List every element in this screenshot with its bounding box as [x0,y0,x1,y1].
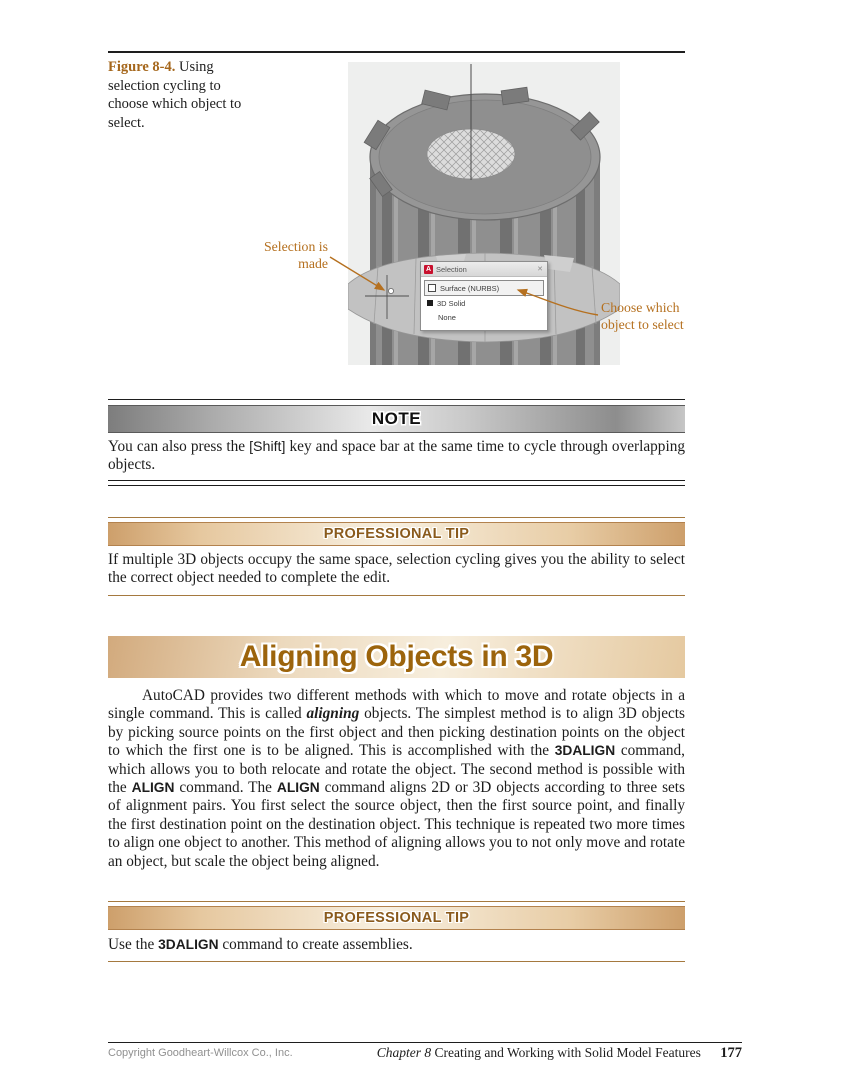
dialog-item-label: None [438,312,456,322]
autocad-logo-icon: A [425,265,432,273]
callout-choose-object: Choose which object to select [601,300,684,332]
solid-swatch-icon [427,300,433,306]
protip2-header-bar [108,906,685,930]
section-paragraph: AutoCAD provides two different methods with which to move and rotate objects in a single command. This is called aligning objects. The simplest method is to align 3D objects by picking source points on the first object and then picking destination points on the object to which the first one is to be aligned. This is accomplished with the 3DALIGN command, which allows you to both relocate and rotate the object. The second method is possible with the ALIGN command. The ALIGN command aligns 2D or 3D objects according to three sets of alignment pairs. You first select the source object, then the first source point, and finally the first destination point on the destination object. This technique is repeated two more times to align one object to another. This method of aligning allows you to not only move and rotate an object, but scale the object being aligned. [108,687,686,870]
selection-dialog [420,261,548,331]
dialog-item-3d-solid[interactable] [424,296,544,310]
selection-dialog-body [421,277,547,330]
callout-selection-made: Selection is made [264,239,328,271]
dialog-item-label: Surface (NURBS) [440,283,500,293]
figure-illustration [348,62,620,365]
note-header-bar [108,405,685,433]
note-body: You can also press the [Shift] key and space bar at the same time to cycle through overlapping objects. [108,438,685,474]
protip1-bottom-rule [108,595,685,596]
footer-rule [108,1042,742,1043]
footer-chapter [377,1045,742,1062]
top-rule [108,51,685,53]
footer-chapter-label: Chapter 8 [376,1045,432,1060]
selection-dialog-title-bar[interactable] [421,262,547,277]
figure-caption-text: Using selection cycling to choose which object to select. [108,59,242,131]
protip1-title: PROFESSIONAL TIP [323,526,470,542]
note-bottom-rule [108,480,685,486]
protip2-bottom-rule [108,961,685,962]
footer-page-number: 177 [720,1045,742,1061]
dialog-item-label: 3D Solid [437,298,466,308]
footer-copyright: Copyright Goodheart-Willcox Co., Inc. [108,1047,293,1059]
selection-dialog-title: Selection [436,264,467,274]
note-title: NOTE [371,409,422,428]
dialog-item-none[interactable] [424,310,544,324]
protip1-top-rule [108,517,685,518]
dialog-item-surface[interactable] [424,280,544,296]
footer-chapter-title: Creating and Working with Solid Model Features [434,1045,701,1060]
protip1-body: If multiple 3D objects occupy the same space, selection cycling gives you the ability to select the correct object needed to complete the edit. [108,551,685,587]
figure-caption [108,58,242,132]
close-icon[interactable]: ✕ [537,266,543,273]
protip2-body: Use the 3DALIGN command to create assemblies. [108,936,413,953]
checkbox-empty-icon [428,284,436,292]
figure-label: Figure 8-4. [108,59,176,75]
note-top-rule [108,399,685,400]
section-heading: Aligning Objects in 3D [239,640,554,673]
protip2-title: PROFESSIONAL TIP [323,910,470,926]
protip2-top-rule [108,901,685,902]
protip1-header-bar [108,522,685,546]
section-heading-bar [108,636,685,678]
